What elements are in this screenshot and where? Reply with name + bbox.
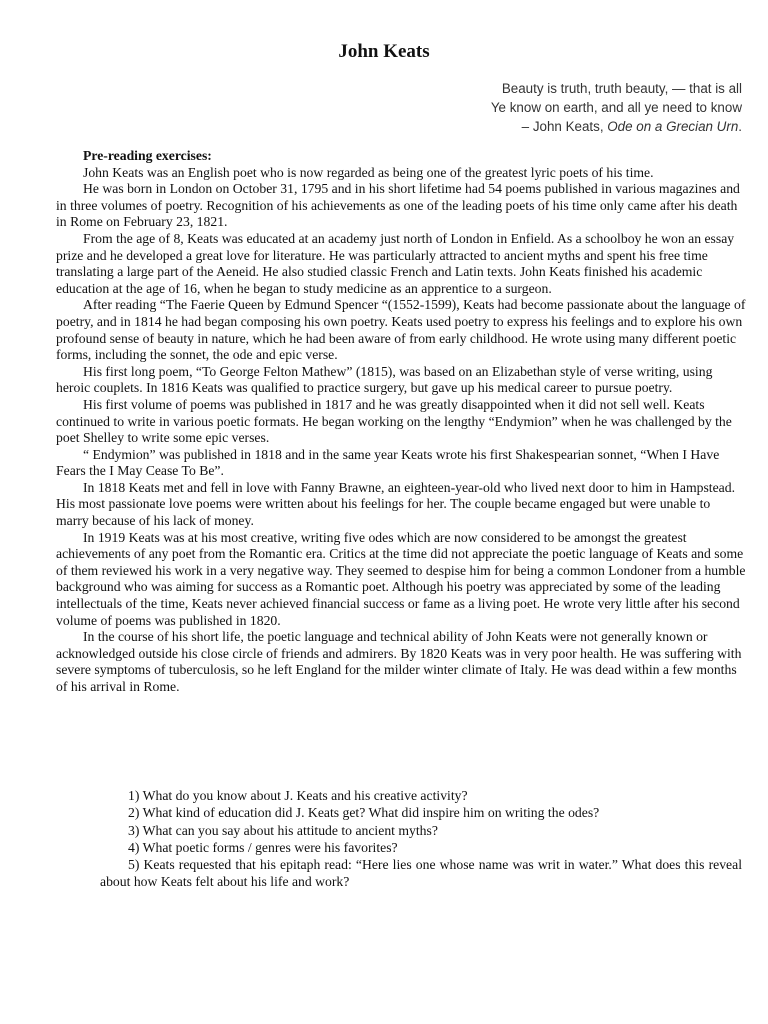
paragraph: In the course of his short life, the poetic language and technical ability of John Keats were not generally known or acknowledged outside his close circle of friends and admirers. By 1820 Keats was in very poor health. He was suffering with severe symptoms of tuberculosis, so he left England for the milder winter climate of Italy. He was dead within a few months of his arrival in Rome.	[56, 629, 742, 694]
epigraph-line-1: Beauty is truth, truth beauty, — that is all	[501, 81, 742, 96]
attribution-suffix: .	[738, 119, 742, 134]
question-item: 4) What poetic forms / genres were his favorites?	[128, 839, 398, 855]
question-item: 3) What can you say about his attitude to ancient myths?	[128, 822, 438, 838]
paragraph: He was born in London on October 31, 1795 and in his short lifetime had 54 poems published in various magazines and in three volumes of poetry. Recognition of his achievements as one of the leading poets of his time only came after his death in Rome on February 23, 1821.	[56, 181, 740, 230]
question-item: 1) What do you know about J. Keats and his creative activity?	[128, 788, 468, 803]
paragraph: John Keats was an English poet who is now regarded as being one of the greatest lyric poets of his time.	[83, 164, 654, 180]
paragraph: After reading “The Faerie Queen by Edmund Spencer “(1552-1599), Keats had become passionate about the language of poetry, and in 1814 he had began composing his own poetry. Keats used poetry to express his feelings and to explore his own profound sense of beauty in nature, which he had been aware of from early childhood. He wrote using many different poetic forms, including the sonnet, the ode and epic verse.	[56, 297, 746, 363]
epigraph-attribution	[322, 117, 742, 136]
attribution-work-title: Ode on a Grecian Urn	[607, 119, 739, 134]
paragraph: In 1919 Keats was at his most creative, writing five odes which are now considered to be amongst the greatest achievements of any poet from the Romantic era. Critics at the time did not appreciate the poetic language of Keats and some of them reviewed his work in a very negative way. They seemed to despise him for being a common Londoner from a humble background who was aiming for success as a Romantic poet. Although his poetry was appreciated by some of the leading intellectuals of the time, Keats never achieved financial success or fame as a living poet. He wrote very little after his second volume of poems was published in 1820.	[56, 529, 746, 628]
section-heading: Pre-reading exercises:	[83, 148, 212, 163]
paragraph: His first long poem, “To George Felton Mathew” (1815), was based on an Elizabethan style of verse writing, using heroic couplets. In 1816 Keats was qualified to practice surgery, but gave up his medical career to pursue poetry.	[56, 363, 713, 396]
paragraph: In 1818 Keats met and fell in love with Fanny Brawne, an eighteen-year-old who lived next door to him in Hampstead. His most passionate love poems were written about his feelings for her. The couple became engaged but were unable to marry because of his lack of money.	[56, 479, 736, 529]
page-title: John Keats	[338, 41, 430, 62]
question-item: 5) Keats requested that his epitaph read: “Here lies one whose name was writ in water.” What does this reveal about how Keats felt about his life and work?	[100, 857, 742, 890]
paragraph: His first volume of poems was published in 1817 and he was greatly disappointed when it did not sell well. Keats continued to write in various poetic formats. He began working on the lengthy “Endymion” when he was challenged by the poet Shelley to write some epic verses.	[56, 396, 732, 446]
attribution-author: – John Keats,	[521, 119, 608, 134]
question-list	[100, 787, 742, 891]
article-body	[56, 148, 746, 696]
epigraph	[322, 79, 742, 136]
epigraph-line-2: Ye know on earth, and all ye need to know	[490, 100, 742, 115]
question-item: 2) What kind of education did J. Keats get? What did inspire him on writing the odes?	[128, 805, 600, 821]
paragraph: “ Endymion” was published in 1818 and in the same year Keats wrote his first Shakespearian sonnet, “When I Have Fears the I May Cease To Be”.	[56, 446, 720, 479]
paragraph: From the age of 8, Keats was educated at an academy just north of London in Enfield. As a schoolboy he won an essay prize and he developed a great love for literature. He was particularly attracted to ancient myths and spent his free time translating a large part of the Aeneid. He also studied classic French and Latin texts. John Keats finished his academic education at the age of 16, when he began to study medicine as an apprentice to a surgeon.	[56, 230, 735, 296]
